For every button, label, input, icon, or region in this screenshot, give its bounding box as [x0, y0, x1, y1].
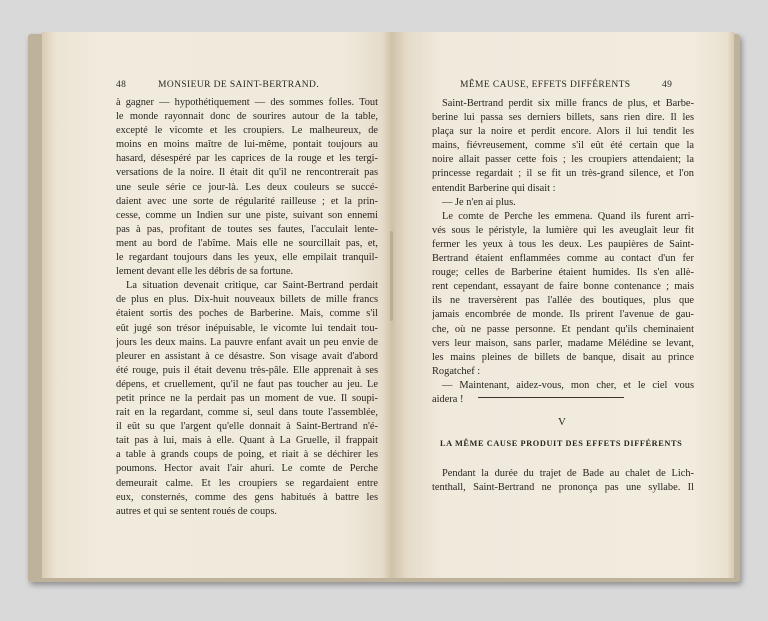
text-line: Pendant la durée du trajet de Bade au chalet de Lich- — [442, 468, 694, 479]
right-running-head: MÊME CAUSE, EFFETS DIFFÉRENTS — [460, 80, 631, 90]
text-line: lement devant elle les débris de sa fortune. — [116, 266, 294, 278]
text-line: plaça sur la noire et perdit encore. Alors il lui tendit les — [432, 126, 694, 138]
text-line: Bertrand étaient enflammées comme au contact d'un fer — [432, 253, 694, 265]
text-line: dépens, et cruellement, qu'il ne faut pas toucher au jeu. Le — [116, 378, 378, 390]
text-line: pleurer en assistant à ce désastre. Son visage avait d'abord — [116, 350, 378, 362]
text-line: moins en moins maître de lui-même, pontait toujours au — [116, 139, 378, 151]
text-line: tait pas à lui, mais à elle. Quant à La Gruelle, il frappait — [116, 435, 378, 447]
chapter-numeral: V — [558, 416, 566, 428]
text-line: jamais encombrée de monde. Ils prirent l'avenue de gau- — [432, 309, 694, 321]
text-line: Le comte de Perche les emmena. Quand ils furent arri- — [442, 210, 694, 222]
text-line: La situation devenait critique, car Saint-Bertrand perdait — [126, 280, 378, 292]
text-line: ment au bord de l'abîme. Mais elle ne sourcillait pas, et, — [116, 237, 378, 249]
text-line: rouge; celles de Barberine étaient humides. Ils s'en allè- — [432, 267, 694, 279]
text-line: versations de la noire. Il était dit qu'il ne rencontrerait pas — [116, 167, 378, 179]
text-line: autres et qui se sentent roués de coups. — [116, 505, 278, 517]
text-line: entendit Barberine qui disait : — [432, 182, 556, 194]
right-page-number: 49 — [662, 80, 673, 90]
text-line: il eût su que l'argent qu'elle donnait à Saint-Bertrand n'é- — [116, 421, 378, 433]
text-line: petit prince ne la perdait pas un moment de vue. Il soupi- — [116, 392, 378, 404]
text-line: Saint-Bertrand perdit six mille francs de plus, et Barbe- — [442, 98, 694, 109]
text-line: rait en la regardant, comme si, seul dans toute l'assemblée, — [116, 407, 378, 419]
text-line: une seule série ce jour-là. Les deux couleurs se succé- — [116, 181, 378, 193]
text-line: poumons. Hector avait l'air ahuri. Le comte de Perche — [116, 463, 378, 475]
left-page-text — [116, 96, 378, 519]
text-line: a table à grands coups de poing, et riait à se déchirer les — [116, 449, 378, 461]
text-line: vés sous le péristyle, la lumière qui les aveuglait leur fit — [432, 224, 694, 236]
text-line: vers leur maison, sans parler, madame Mélédine se levant, — [432, 337, 694, 349]
text-line: eût jugé son trésor inépuisable, le vicomte lui tendait tou- — [116, 322, 378, 334]
section-divider — [478, 397, 624, 398]
text-line: cesse, comme un Indien sur une piste, suivant son ennemi — [116, 209, 378, 221]
text-line: été rouge, puis il était devenu très-pâle. Elle apprenait à ses — [116, 364, 378, 376]
text-line: hasard, désespéré par les caprices de la rouge et les tergi- — [116, 153, 378, 165]
text-line: mains, fiévreusement, comme s'il eût été certain que la — [432, 140, 694, 152]
chapter-title: LA MÊME CAUSE PRODUIT DES EFFETS DIFFÉRENTS — [440, 439, 683, 448]
text-line: de plus en plus. Dix-huit nouveaux billets de mille francs — [116, 294, 378, 306]
text-line: — Je n'en ai plus. — [442, 196, 516, 208]
text-line: les mains pleines de billets de banque, disait au prince — [432, 351, 694, 363]
text-line: tenthall, Saint-Bertrand ne prononça pas une syllabe. Il — [432, 482, 694, 494]
text-line: che, où ne passe personne. Et pendant qu'ils cheminaient — [432, 323, 694, 335]
open-book — [28, 26, 740, 586]
text-line: Rogatchef : — [432, 365, 481, 377]
text-line: daient avec une sorte de régularité railleuse ; et la prin- — [116, 195, 378, 207]
text-line: rent cependant, essayant de faire bonne contenance ; mais — [432, 281, 694, 293]
text-line: jours les deux mains. La pauvre enfant avait un peu envie de — [116, 336, 378, 348]
text-line: pas à pas, profitant de toutes ses fautes, l'acculait lente- — [116, 223, 378, 235]
binding-thread — [390, 231, 393, 321]
text-line: excepté le vicomte et les croupiers. Le malheureux, de — [116, 125, 378, 137]
text-line: berine lui passa ses derniers billets, sans rien dire. Il les — [432, 112, 694, 124]
left-running-head: MONSIEUR DE SAINT-BERTRAND. — [158, 80, 320, 90]
text-line: le monde rayonnait donc de sourires autour de la table, — [116, 111, 378, 123]
text-line: aidera ! — [432, 393, 464, 405]
text-line: fermer les yeux à tous les deux. Les paupières de Saint- — [432, 238, 694, 250]
text-line: princesse regardait ; il se fit un très-grand silence, et l'on — [432, 168, 694, 180]
right-page-text — [432, 97, 694, 407]
text-line: demeurait calme. Et les croupiers se regardaient entre — [116, 477, 378, 489]
text-line: ils ne traversèrent pas l'allée des boutiques, plus que — [432, 295, 694, 307]
left-page-number: 48 — [116, 80, 127, 90]
text-line: noire allait passer cette fois ; les croupiers attendaient; la — [432, 154, 694, 166]
text-line: étaient sortis des poches de Barberine. Mais, comme s'il — [116, 308, 378, 320]
text-line: eux, consternés, comme des gens habitués à battre les — [116, 491, 378, 503]
text-line: à gagner — hypothétiquement — des sommes folles. Tout — [116, 97, 378, 108]
chapter-text — [432, 467, 694, 495]
text-line: — Maintenant, aidez-vous, mon cher, et le ciel vous — [442, 379, 694, 391]
text-line: le regardant toujours dans les yeux, elle empilait tranquil- — [116, 252, 378, 264]
